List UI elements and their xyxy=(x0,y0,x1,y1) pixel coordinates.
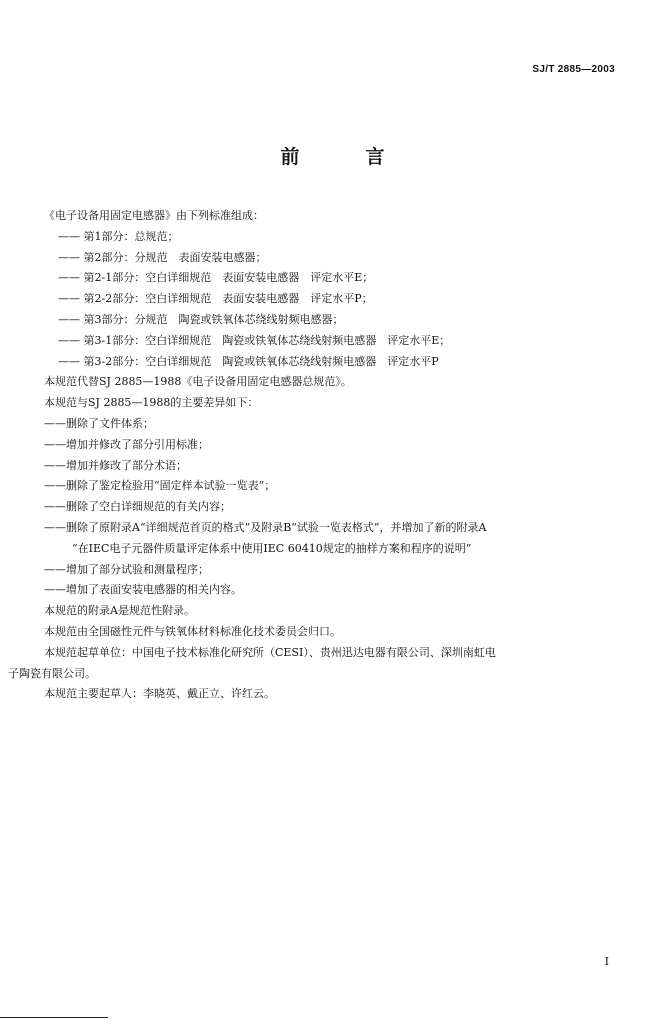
text-line: 本规范的附录A是规范性附录。 xyxy=(44,604,195,618)
text-line: 《电子设备用固定电感器》由下列标准组成： xyxy=(44,209,264,222)
list-item: ——增加并修改了部分术语； xyxy=(44,458,187,472)
list-item: ——增加并修改了部分引用标准； xyxy=(44,437,209,451)
text-line: 本规范起草单位：中国电子技术标准化研究所（CESI）、贵州迅达电器有限公司、深圳南虹电 xyxy=(44,645,496,659)
list-item: —— 第3部分：分规范 陶瓷或铁氧体芯绕线射频电感器； xyxy=(58,312,344,326)
page-number: I xyxy=(604,955,609,968)
footer-rule xyxy=(0,1017,108,1018)
list-item: ——删除了空白详细规范的有关内容； xyxy=(44,500,231,514)
list-item: —— 第1部分：总规范； xyxy=(58,229,179,243)
list-item: ——增加了部分试验和测量程序； xyxy=(44,562,209,576)
foreword-body xyxy=(8,206,624,705)
list-item: ——增加了表面安装电感器的相关内容。 xyxy=(44,583,242,597)
list-item: ——删除了文件体系； xyxy=(44,416,154,430)
text-line: 本规范代替SJ 2885—1988《电子设备用固定电感器总规范》。 xyxy=(44,375,352,389)
list-item: —— 第3-2部分：空白详细规范 陶瓷或铁氧体芯绕线射频电感器 评定水平P xyxy=(58,354,439,368)
list-item: —— 第2-2部分：空白详细规范 表面安装电感器 评定水平P； xyxy=(58,292,373,306)
list-item-continuation: “在IEC电子元器件质量评定体系中使用IEC 60410规定的抽样方案和程序的说明” xyxy=(72,541,472,555)
text-line: 本规范主要起草人：李晓英、戴正立、许红云。 xyxy=(44,687,275,701)
text-line: 本规范由全国磁性元件与铁氧体材料标准化技术委员会归口。 xyxy=(44,624,341,638)
page-title: 前言 xyxy=(280,146,451,168)
list-item: ——删除了原附录A“详细规范首页的格式”及附录B“试验一览表格式”，并增加了新的附录A xyxy=(44,520,487,534)
list-item: —— 第2部分：分规范 表面安装电感器； xyxy=(58,250,267,264)
standard-code: SJ/T 2885—2003 xyxy=(532,64,615,75)
text-line: 本规范与SJ 2885—1988的主要差异如下： xyxy=(44,396,259,410)
list-item: —— 第2-1部分：空白详细规范 表面安装电感器 评定水平E； xyxy=(58,271,374,285)
list-item: ——删除了鉴定检验用“固定样本试验一览表”； xyxy=(44,479,276,493)
text-line-continuation: 子陶瓷有限公司。 xyxy=(8,666,96,680)
list-item: —— 第3-1部分：空白详细规范 陶瓷或铁氧体芯绕线射频电感器 评定水平E； xyxy=(58,333,451,347)
